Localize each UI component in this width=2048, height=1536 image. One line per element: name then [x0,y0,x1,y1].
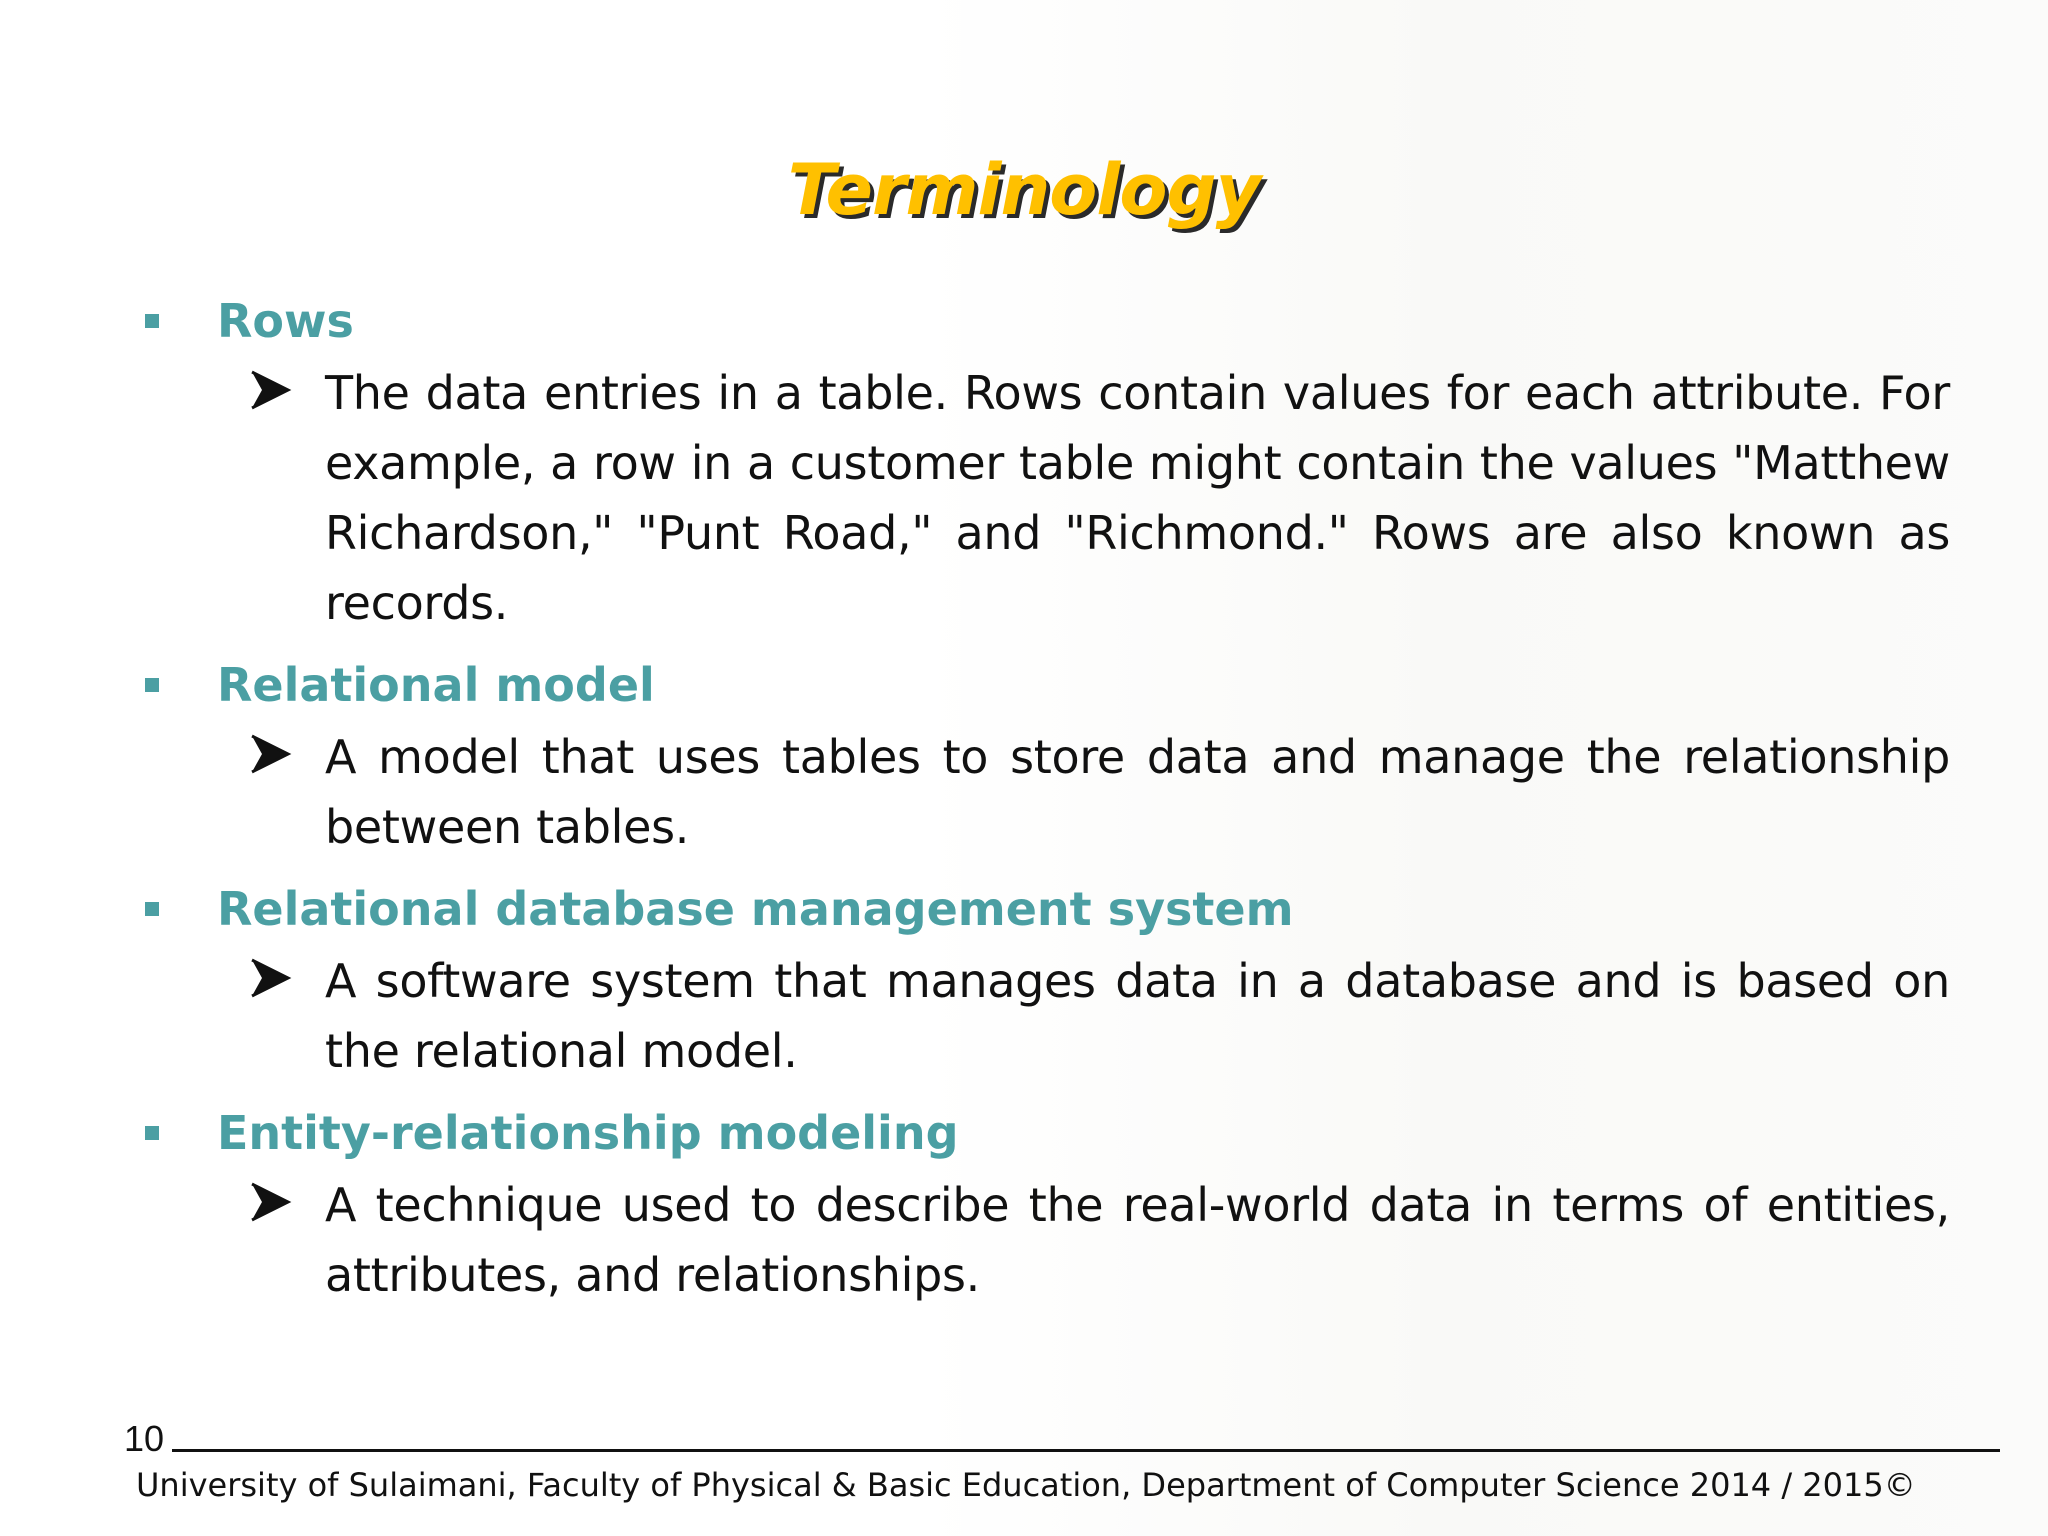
arrow-bullet-icon [248,724,292,784]
definition-text: A software system that manages data in a database and is based on the relational model. [325,954,1950,1078]
arrow-bullet-icon [248,360,292,420]
term-label: Entity-relationship modeling [217,1106,959,1160]
slide-title: Terminology [787,149,1261,231]
definition-text: A technique used to describe the real-world data in terms of entities, attributes, and relationships. [325,1178,1950,1302]
footer-credit: University of Sulaimani, Faculty of Physical & Basic Education, Department of Computer Science 2014 / 2015© [136,1466,1916,1504]
term-item-er-modeling [140,1098,1950,1170]
term-item-rdbms [140,874,1950,946]
footer-divider [172,1449,2000,1452]
square-bullet-icon [145,314,159,328]
square-bullet-icon [145,678,159,692]
term-label: Relational model [217,658,655,712]
term-definition [325,358,1950,638]
term-definition [325,1170,1950,1310]
term-definition [325,946,1950,1086]
square-bullet-icon [145,1126,159,1140]
square-bullet-icon [145,902,159,916]
arrow-bullet-icon [248,948,292,1008]
definition-text: The data entries in a table. Rows contain values for each attribute. For example, a row in a customer table might contain the values "Matthew Richardson," "Punt Road," and "Richmond." Rows are also known as records. [325,366,1950,630]
terms-list [140,286,1950,1322]
term-item-rows [140,286,1950,358]
term-label: Rows [217,294,354,348]
arrow-bullet-icon [248,1172,292,1232]
term-definition [325,722,1950,862]
page-number: 10 [124,1418,165,1459]
definition-text: A model that uses tables to store data and manage the relationship between tables. [325,730,1950,854]
term-item-relational-model [140,650,1950,722]
term-label: Relational database management system [217,882,1294,936]
